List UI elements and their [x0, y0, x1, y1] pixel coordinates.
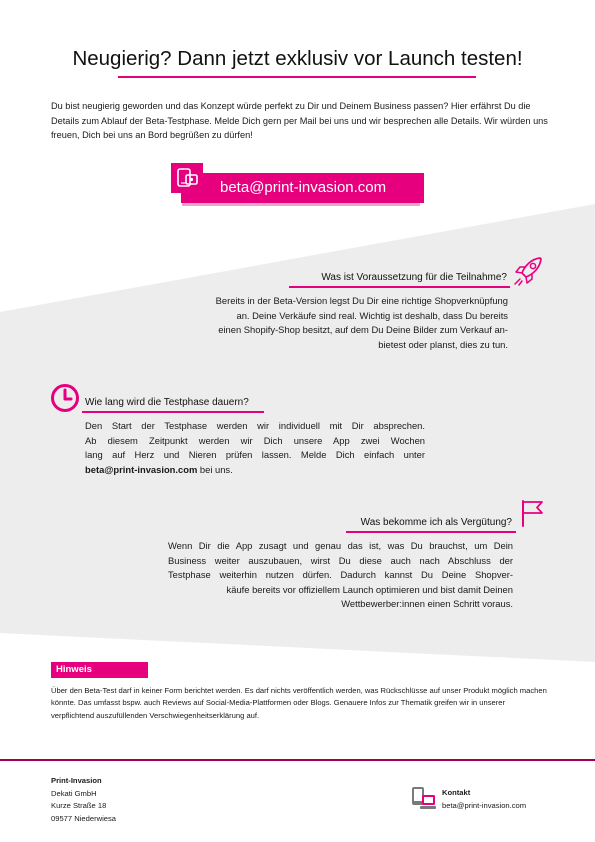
section-underline-dauer — [82, 411, 264, 413]
body-line: Wenn Dir die App zusagt und genau das ist, was Du brauchst, um Dein — [168, 540, 513, 551]
email-link[interactable]: beta@print-invasion.com — [85, 463, 198, 475]
section-underline-verguetung — [346, 531, 516, 533]
section-underline-voraussetzung — [289, 286, 510, 288]
page-title: Neugierig? Dann jetzt exklusiv vor Launch testen! — [72, 47, 523, 70]
body-line: einen Shopify-Shop besitzt, auf dem Du Deine Bilder zum Verkauf an- — [218, 324, 508, 336]
flag-icon — [518, 497, 548, 534]
hinweis-text: Über den Beta-Test darf in keiner Form berichtet werden. Es darf nichts veröffentlich werden, was Rückschlüsse auf unser Produkt möglich machen könnte. Das umfasst bspw. auch Reviews auf Social-Media-Plattformen oder Blogs. Genauere Infos zur Thematik greifen wir in unserer verpflichtend auszufüllenden Verschwiegenheitserklärung auf. — [51, 686, 547, 720]
rocket-icon — [510, 253, 546, 294]
clock-icon — [50, 383, 80, 418]
address-line: Kurze Straße 18 — [51, 801, 107, 810]
body-line: käufe bereits vor offiziellem Launch optimieren und bist damit Deinen — [226, 583, 513, 595]
body-line: Den Start der Testphase werden wir individuell mit Dir absprechen. — [85, 420, 425, 431]
section-body-verguetung — [168, 539, 513, 612]
intro-paragraph: Du bist neugierig geworden und das Konzept würde perfekt zu Dir und Deinem Business passen? Hier erfährst Du die Details zum Ablauf der Beta-Testphase. Melde Dich gern per Mail bei uns und wir besprechen alle Details. Wir würden uns freuen, Dich bei uns an Bord begrüßen zu dürfen! — [51, 101, 548, 140]
section-heading-voraussetzung: Was ist Voraussetzung für die Teilnahme? — [321, 272, 507, 283]
address-line: 09577 Niederwiesa — [51, 813, 117, 823]
body-line: lang auf Herz und Nieren prüfen lassen. Melde Dich einfach unter — [85, 449, 425, 461]
body-line: Ab diesem Zeitpunkt werden wir Dich unsere App zwei Wochen — [85, 434, 425, 446]
section-body-voraussetzung — [172, 294, 508, 352]
address-line: Print-Invasion — [51, 776, 102, 785]
footer-contact — [442, 787, 526, 812]
body-line: Business weiter auszubauen, wirst Du diese auch nach Abschluss der — [168, 554, 513, 566]
body-line — [85, 463, 425, 478]
address-line: Dekati GmbH — [51, 788, 97, 798]
section-heading-verguetung: Was bekomme ich als Vergütung? — [360, 517, 512, 528]
devices-icon — [408, 784, 440, 819]
footer-divider — [0, 759, 595, 761]
body-line: Bereits in der Beta-Version legst Du Dir eine richtige Shopverknüpfung — [215, 295, 508, 306]
contact-email[interactable]: beta@print-invasion.com — [442, 800, 527, 810]
footer-address — [51, 775, 116, 825]
title-underline — [118, 76, 476, 78]
body-line-rest: bei uns. — [197, 463, 233, 475]
body-line: bietest oder planst, dies zu tun. — [378, 338, 508, 350]
devices-icon — [171, 163, 203, 193]
section-heading-dauer: Wie lang wird die Testphase dauern? — [85, 397, 249, 408]
section-body-dauer — [85, 419, 425, 477]
contact-label: Kontakt — [442, 788, 471, 797]
email-button[interactable]: beta@print-invasion.com — [181, 173, 424, 203]
body-line: Wettbewerber:innen einen Schritt voraus. — [341, 598, 513, 610]
body-line: Testphase weiterhin nutzen dürfen. Dadurch kannst Du Deine Shopver- — [168, 569, 513, 581]
email-button-shadow — [182, 203, 420, 206]
body-line: an. Deine Verkäufe sind real. Wichtig ist deshalb, dass Du bereits — [236, 309, 508, 321]
hinweis-label: Hinweis — [51, 662, 148, 678]
